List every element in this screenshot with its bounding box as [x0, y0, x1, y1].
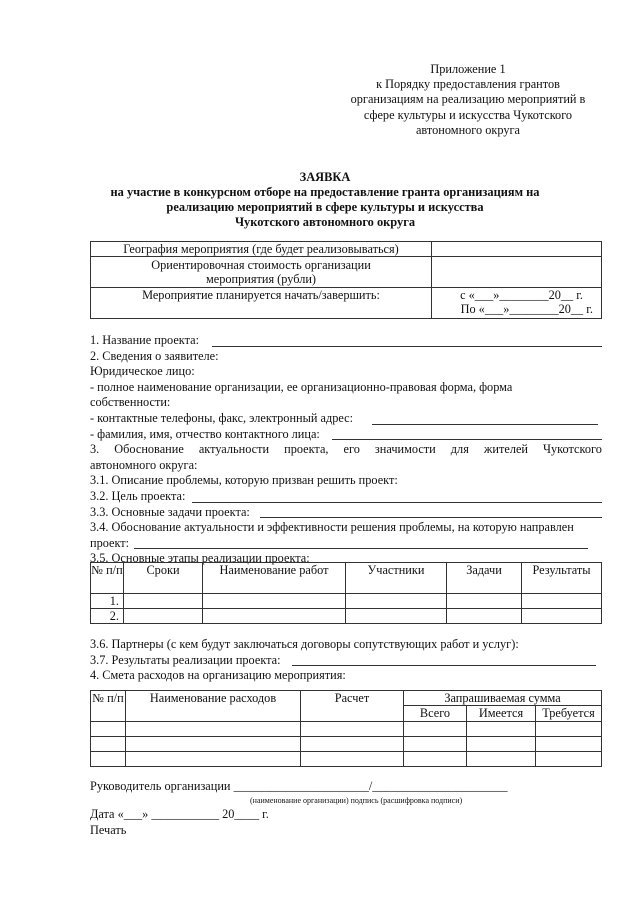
- relevance-word: значимости: [374, 442, 436, 457]
- table-cell[interactable]: [124, 594, 203, 609]
- table-cell[interactable]: [91, 722, 126, 737]
- col-total: Всего: [404, 706, 467, 722]
- table-cell[interactable]: [467, 752, 536, 767]
- budget-label: 4. Смета расходов на организацию мероприятия:: [90, 668, 346, 683]
- table-cell[interactable]: [126, 737, 301, 752]
- appendix-line: организациям на реализацию мероприятий в: [350, 92, 586, 107]
- results-label: 3.7. Результаты реализации проекта:: [90, 652, 281, 667]
- table-cell[interactable]: [203, 609, 346, 624]
- table-row: [91, 594, 602, 609]
- start-date: с «___»________20__ г.: [460, 288, 583, 302]
- appendix-line: автономного округа: [415, 122, 521, 137]
- table-cell[interactable]: [301, 722, 404, 737]
- event-info-table: [90, 241, 602, 319]
- table-row: [91, 722, 602, 737]
- results-line: [90, 653, 602, 669]
- efficiency-label: 3.4. Обоснование актуальности и эффективности решения проблемы, на которую направлен: [90, 520, 574, 535]
- document-title: [60, 170, 590, 230]
- project-tasks-line: [90, 505, 602, 521]
- table-cell[interactable]: [447, 609, 522, 624]
- relevance-word: для: [450, 442, 469, 457]
- geography-label: География мероприятия (где будет реализовываться): [91, 242, 432, 257]
- table-cell[interactable]: [301, 752, 404, 767]
- table-cell[interactable]: [91, 737, 126, 752]
- budget-table: [90, 690, 602, 767]
- table-cell[interactable]: [203, 594, 346, 609]
- end-date: По «___»________20__ г.: [460, 302, 593, 316]
- title-line: реализацию мероприятий в сфере культуры и искусства: [166, 200, 484, 214]
- partners-label: 3.6. Партнеры (с кем будут заключаться договоры сопутствующих работ и услуг):: [90, 637, 519, 651]
- date-line: Дата «___» ___________ 20____ г.: [90, 807, 269, 821]
- stages-table: [90, 562, 602, 624]
- dates-label: Мероприятие планируется начать/завершить:: [91, 288, 432, 319]
- org-name-label: - полное наименование организации, ее организационно-правовая форма, форма: [90, 379, 513, 394]
- table-row: [91, 752, 602, 767]
- col-results: Результаты: [522, 563, 602, 594]
- table-cell[interactable]: [536, 752, 602, 767]
- col-requested-sum: Запрашиваемая сумма: [404, 691, 602, 706]
- cost-value: [432, 257, 602, 288]
- appendix-line: сфере культуры и искусства Чукотского: [363, 107, 573, 122]
- efficiency-label-cont: проект:: [90, 535, 130, 550]
- appendix-line: Приложение 1: [430, 62, 506, 76]
- relevance-word: Чукотского: [543, 442, 602, 457]
- project-name-field[interactable]: [212, 346, 602, 347]
- relevance-word: 3.: [90, 442, 100, 457]
- relevance-heading-cont: автономного округа:: [90, 457, 198, 472]
- table-header-row: [91, 691, 602, 706]
- col-number: № п/п: [91, 563, 124, 594]
- geography-value: [432, 242, 602, 257]
- table-cell[interactable]: [467, 737, 536, 752]
- project-tasks-label: 3.3. Основные задачи проекта:: [90, 504, 250, 519]
- table-row: [91, 737, 602, 752]
- project-goal-field[interactable]: [192, 502, 602, 503]
- dates-value: [432, 288, 602, 319]
- efficiency-field[interactable]: [134, 548, 588, 549]
- cost-label: Ориентировочная стоимость организации мероприятия (рубли): [91, 257, 432, 288]
- contacts-label: - контактные телефоны, факс, электронный адрес:: [90, 410, 354, 425]
- signature-block: [90, 778, 602, 794]
- relevance-word: его: [343, 442, 360, 457]
- relevance-heading: [90, 442, 602, 458]
- table-cell[interactable]: [447, 594, 522, 609]
- appendix-line: к Порядку предоставления грантов: [376, 77, 560, 92]
- project-name-line: [90, 333, 602, 349]
- table-cell[interactable]: [522, 609, 602, 624]
- table-cell[interactable]: [126, 722, 301, 737]
- contacts-field[interactable]: [372, 424, 598, 425]
- table-cell[interactable]: [404, 752, 467, 767]
- application-sections: [90, 333, 602, 567]
- col-work-name: Наименование работ: [203, 563, 346, 594]
- table-row: [91, 257, 602, 288]
- org-name-label-cont: [90, 395, 602, 411]
- relevance-word: Обоснование: [114, 442, 184, 457]
- relevance-word: актуальности: [198, 442, 270, 457]
- table-row: [91, 288, 602, 319]
- row-number: 1.: [91, 594, 124, 609]
- signature-caption: (наименование организации) подпись (расшифровка подписи): [250, 796, 463, 805]
- col-available: Имеется: [467, 706, 536, 722]
- head-signature-line: Руководитель организации ______________________/______________________: [90, 779, 508, 793]
- table-cell[interactable]: [124, 609, 203, 624]
- project-goal-label: 3.2. Цель проекта:: [90, 488, 186, 503]
- sections-continued: [90, 637, 602, 684]
- contact-person-line: [90, 427, 602, 443]
- table-cell[interactable]: [404, 737, 467, 752]
- title-line: Чукотского автономного округа: [234, 215, 416, 229]
- row-number: 2.: [91, 609, 124, 624]
- contact-person-label: - фамилия, имя, отчество контактного лица:: [90, 426, 320, 441]
- title-heading: ЗАЯВКА: [299, 170, 351, 184]
- legal-entity-label: Юридическое лицо:: [90, 364, 195, 379]
- relevance-word: жителей: [483, 442, 528, 457]
- table-row: [91, 242, 602, 257]
- table-cell[interactable]: [301, 737, 404, 752]
- contacts-line: [90, 411, 602, 427]
- stages-label: 3.5. Основные этапы реализации проекта:: [90, 551, 310, 566]
- col-tasks: Задачи: [447, 563, 522, 594]
- col-terms: Сроки: [124, 563, 203, 594]
- seal-label: Печать: [90, 822, 127, 837]
- efficiency-line: [90, 536, 602, 552]
- results-field[interactable]: [292, 665, 596, 666]
- table-cell[interactable]: [536, 737, 602, 752]
- appendix-note: [318, 62, 618, 138]
- title-line: на участие в конкурсном отборе на предоставление гранта организациям на: [110, 185, 540, 199]
- table-cell[interactable]: [91, 752, 126, 767]
- col-required: Требуется: [536, 706, 602, 722]
- problem-description-label: 3.1. Описание проблемы, которую призван решить проект:: [90, 473, 398, 488]
- project-name-label: 1. Название проекта:: [90, 333, 199, 347]
- table-cell[interactable]: [346, 609, 447, 624]
- table-cell[interactable]: [536, 722, 602, 737]
- date-block: [90, 806, 602, 837]
- table-cell[interactable]: [467, 722, 536, 737]
- applicant-heading: 2. Сведения о заявителе:: [90, 348, 219, 363]
- contact-person-field[interactable]: [332, 439, 602, 440]
- table-cell[interactable]: [522, 594, 602, 609]
- table-row: [91, 609, 602, 624]
- col-calculation: Расчет: [301, 691, 404, 722]
- table-cell[interactable]: [126, 752, 301, 767]
- col-participants: Участники: [346, 563, 447, 594]
- project-goal-line: [90, 489, 602, 505]
- relevance-word: проекта,: [284, 442, 329, 457]
- project-tasks-field[interactable]: [260, 517, 602, 518]
- table-cell[interactable]: [404, 722, 467, 737]
- ownership-label: собственности:: [90, 395, 171, 410]
- col-number: № п/п: [91, 691, 126, 722]
- table-cell[interactable]: [346, 594, 447, 609]
- table-header-row: [91, 563, 602, 594]
- col-expense-name: Наименование расходов: [126, 691, 301, 722]
